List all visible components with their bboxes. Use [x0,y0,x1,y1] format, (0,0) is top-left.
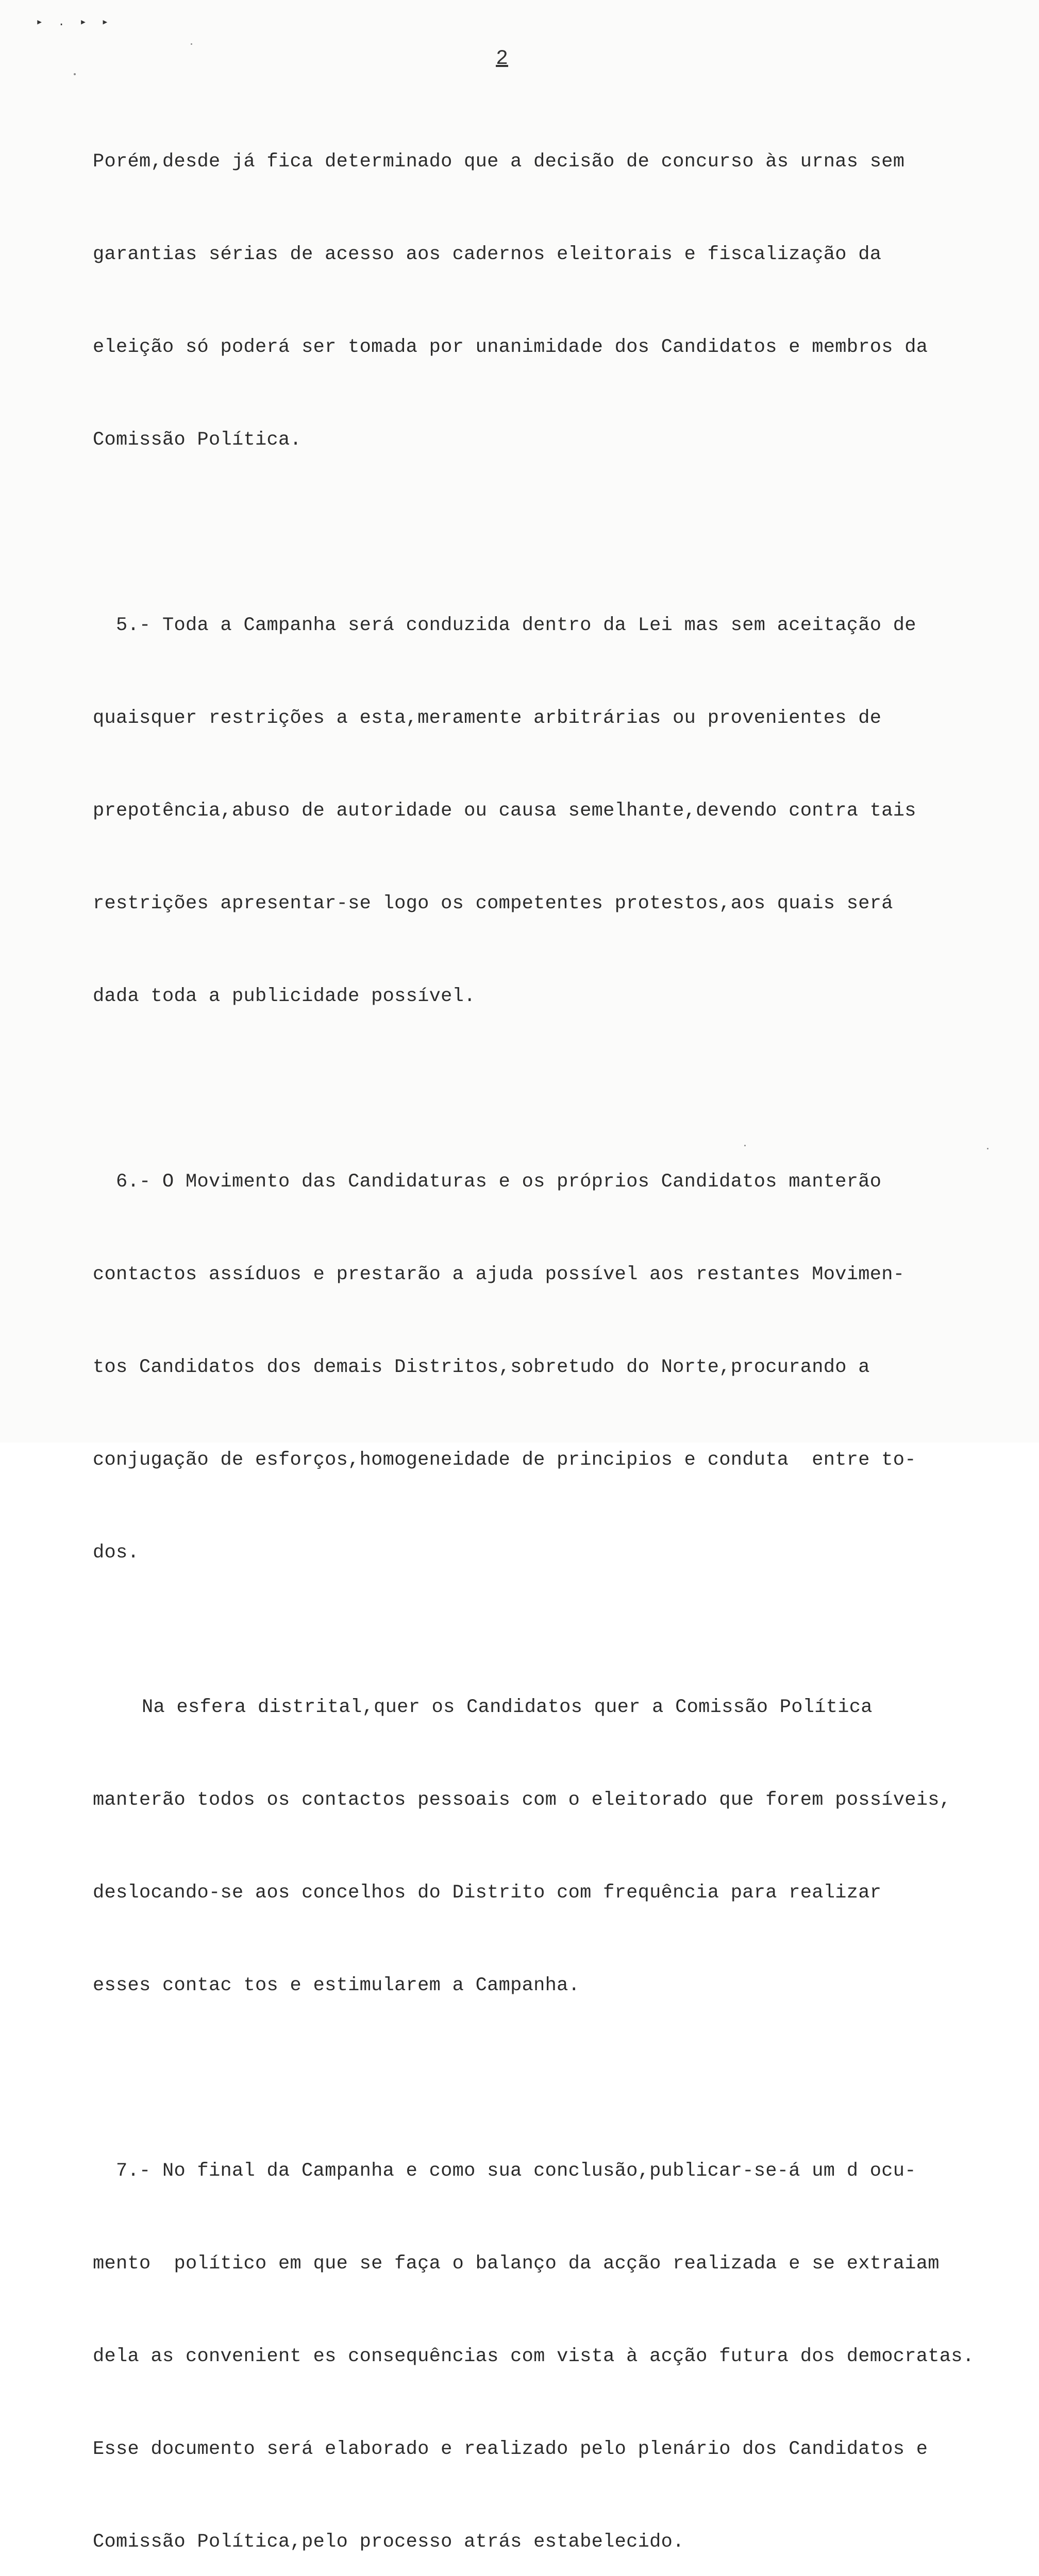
text-line: Esse documento será elaborado e realizado pelo plenário dos Candidatos e [93,2438,928,2460]
text-line: garantias sérias de acesso aos cadernos eleitorais e fiscalização da [93,244,882,265]
text-line: dela as convenient es consequências com vista à acção futura dos democratas. [93,2346,975,2367]
text-line: 7.- No final da Campanha e como sua conclusão,publicar-se-á um d ocu- [116,2160,916,2182]
text-line: Comissão Política. [93,429,302,451]
text-line: Porém,desde já fica determinado que a decisão de concurso às urnas sem [93,151,905,173]
scan-speck [744,1145,746,1146]
text-line: Na esfera distrital,quer os Candidatos quer a Comissão Política [142,1697,873,1718]
text-line: restrições apresentar-se logo os competentes protestos,aos quais será [93,893,893,914]
paragraph-intro [93,84,1000,517]
paragraph-section-5 [93,548,1000,1074]
corner-marks: ▸ . ▸ ▸ [36,16,113,29]
paragraph-section-6-distrital [93,1630,1000,2063]
paragraph-section-7 [93,2094,1000,2576]
text-line: dos. [93,1542,140,1564]
page-number: 2 [496,47,509,71]
paragraph-section-6 [93,1105,1000,1630]
document-body [93,84,1000,2576]
text-line: prepotência,abuso de autoridade ou causa semelhante,devendo contra tais [93,800,916,822]
text-line: eleição só poderá ser tomada por unanimidade dos Candidatos e membros da [93,336,928,358]
text-line: quaisquer restrições a esta,meramente arbitrárias ou provenientes de [93,707,882,729]
text-line: contactos assíduos e prestarão a ajuda possível aos restantes Movimen- [93,1264,905,1285]
text-line: 5.- Toda a Campanha será conduzida dentro da Lei mas sem aceitação de [116,615,916,636]
text-line: deslocando-se aos concelhos do Distrito com frequência para realizar [93,1882,882,1904]
scan-speck [74,73,76,75]
text-line: Comissão Política,pelo processo atrás estabelecido. [93,2531,684,2553]
text-line: esses contac tos e estimularem a Campanha. [93,1975,580,1996]
text-line: mento político em que se faça o balanço da acção realizada e se extraiam [93,2253,940,2275]
text-line: tos Candidatos dos demais Distritos,sobretudo do Norte,procurando a [93,1357,870,1378]
text-line: conjugação de esforços,homogeneidade de principios e conduta entre to- [93,1449,916,1471]
text-line: dada toda a publicidade possível. [93,986,476,1007]
scan-speck [191,43,192,45]
text-line: manterão todos os contactos pessoais com o eleitorado que forem possíveis, [93,1789,951,1811]
text-line: 6.- O Movimento das Candidaturas e os próprios Candidatos manterão [116,1171,882,1193]
scan-speck [987,1148,988,1149]
